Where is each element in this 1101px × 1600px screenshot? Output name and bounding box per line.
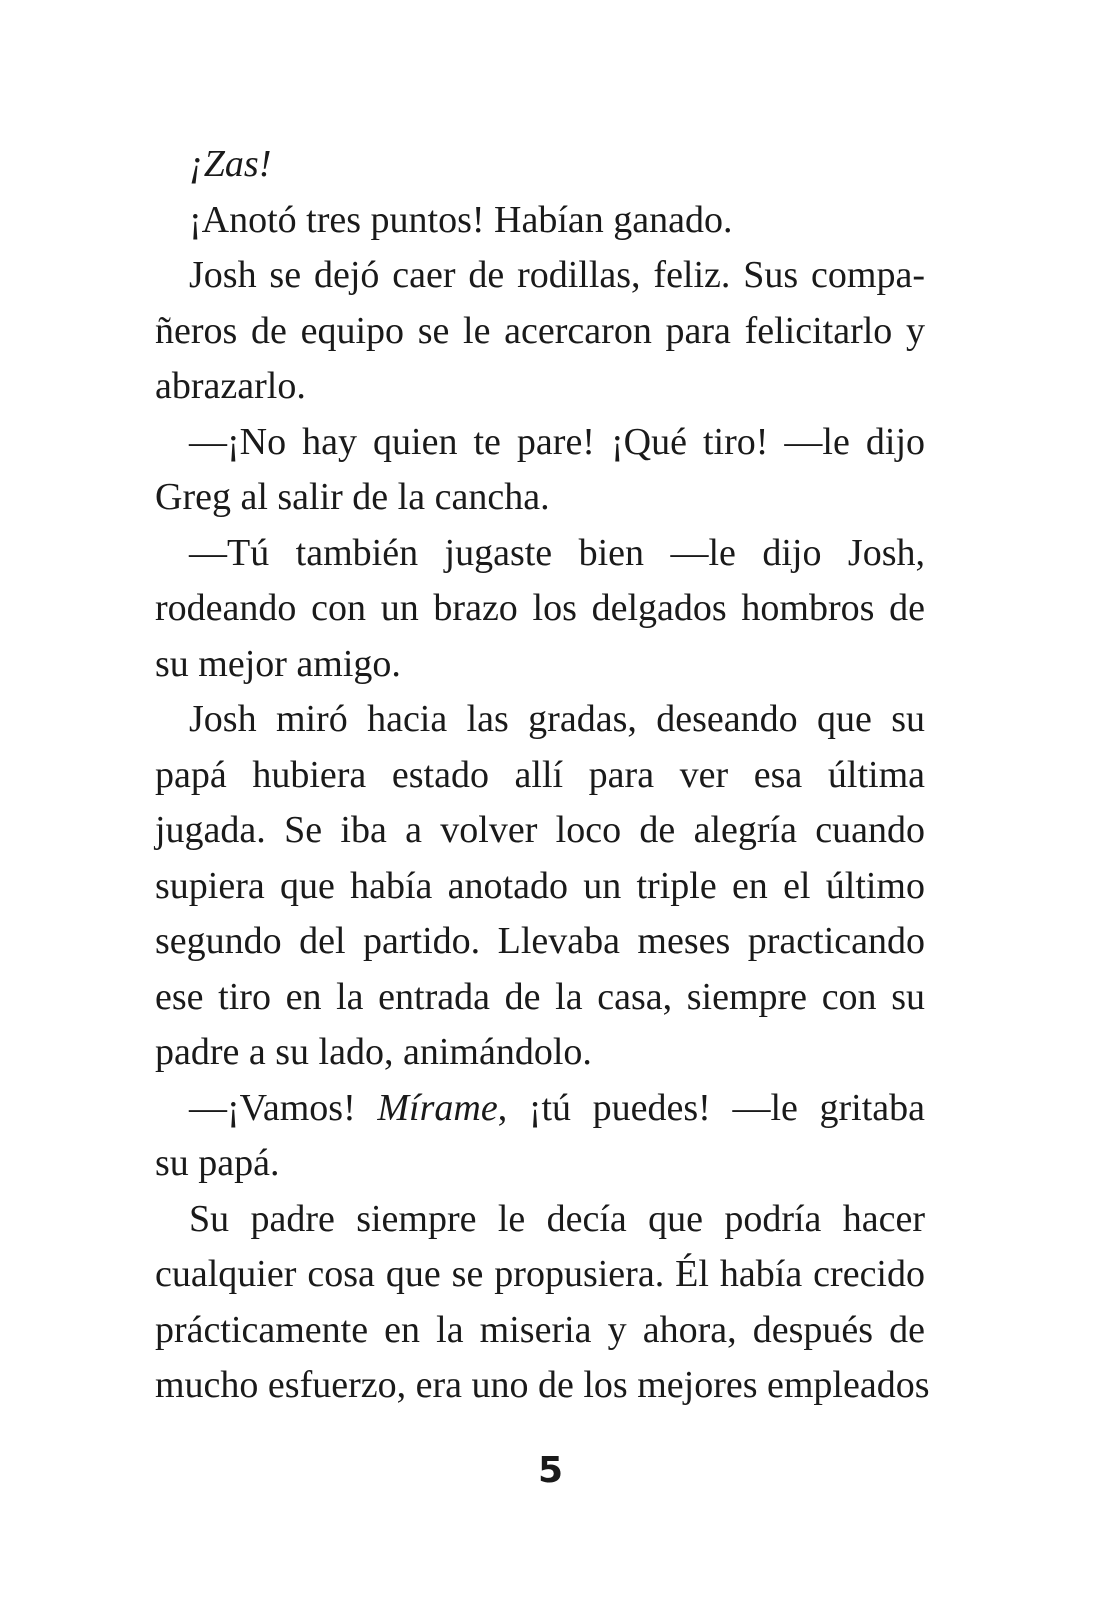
text-line [155,248,925,304]
text-line [155,1192,925,1248]
text-line [155,970,925,1026]
text-line [155,193,925,249]
text-line [155,1081,925,1137]
text-line [155,304,925,360]
text-line [155,137,925,193]
text-line [155,526,925,582]
text-line [155,748,925,804]
text-run: , ¡tú puedes! —le gritaba [497,1086,925,1129]
text-run: cualquier cosa que se propusiera. Él había crecido [155,1253,925,1295]
text-run: Greg al salir de la cancha. [155,476,550,518]
text-run: Josh se dejó caer de rodillas, feliz. Sus compa- [189,254,925,296]
text-run: padre a su lado, animándolo. [155,1031,592,1073]
italic-text: ¡Zas! [189,143,272,185]
text-run: ¡Anotó tres puntos! Habían ganado. [189,198,733,241]
text-run: —¡Vamos! [189,1086,378,1129]
text-line [155,415,925,471]
text-run: —Tú también jugaste bien —le dijo Josh, [189,531,925,574]
text-run: rodeando con un brazo los delgados hombros de [155,587,925,629]
italic-text: Mírame [377,1086,498,1129]
text-run: Josh miró hacia las gradas, deseando que su [189,698,925,740]
body-text [155,137,930,1414]
text-run: mucho esfuerzo, era uno de los mejores empleados [155,1364,930,1406]
text-run: su papá. [155,1142,280,1184]
text-run: prácticamente en la miseria y ahora, después de [155,1308,925,1351]
text-run: —¡No hay quien te pare! ¡Qué tiro! —le dijo [189,420,925,463]
text-run: ese tiro en la entrada de la casa, siempre con su [155,975,925,1018]
text-line [155,914,925,970]
text-line [155,1136,925,1192]
text-line [155,359,925,415]
text-line [155,1025,925,1081]
text-run: supiera que había anotado un triple en el último [155,864,925,907]
text-line [155,692,925,748]
text-line [155,581,925,637]
text-line [155,859,925,915]
text-run: abrazarlo. [155,365,306,407]
text-run: jugada. Se iba a volver loco de alegría cuando [155,809,925,851]
text-run: su mejor amigo. [155,642,401,685]
text-line [155,803,925,859]
text-line [155,470,925,526]
text-run: segundo del partido. Llevaba meses practicando [155,920,925,962]
text-line [155,1303,925,1359]
page-number: 5 [537,1450,564,1491]
text-run: ñeros de equipo se le acercaron para felicitarlo y [155,309,925,352]
text-line [155,1358,930,1414]
text-line [155,637,925,693]
text-run: papá hubiera estado allí para ver esa última [155,753,925,796]
text-line [155,1247,925,1303]
text-run: Su padre siempre le decía que podría hacer [189,1197,925,1240]
